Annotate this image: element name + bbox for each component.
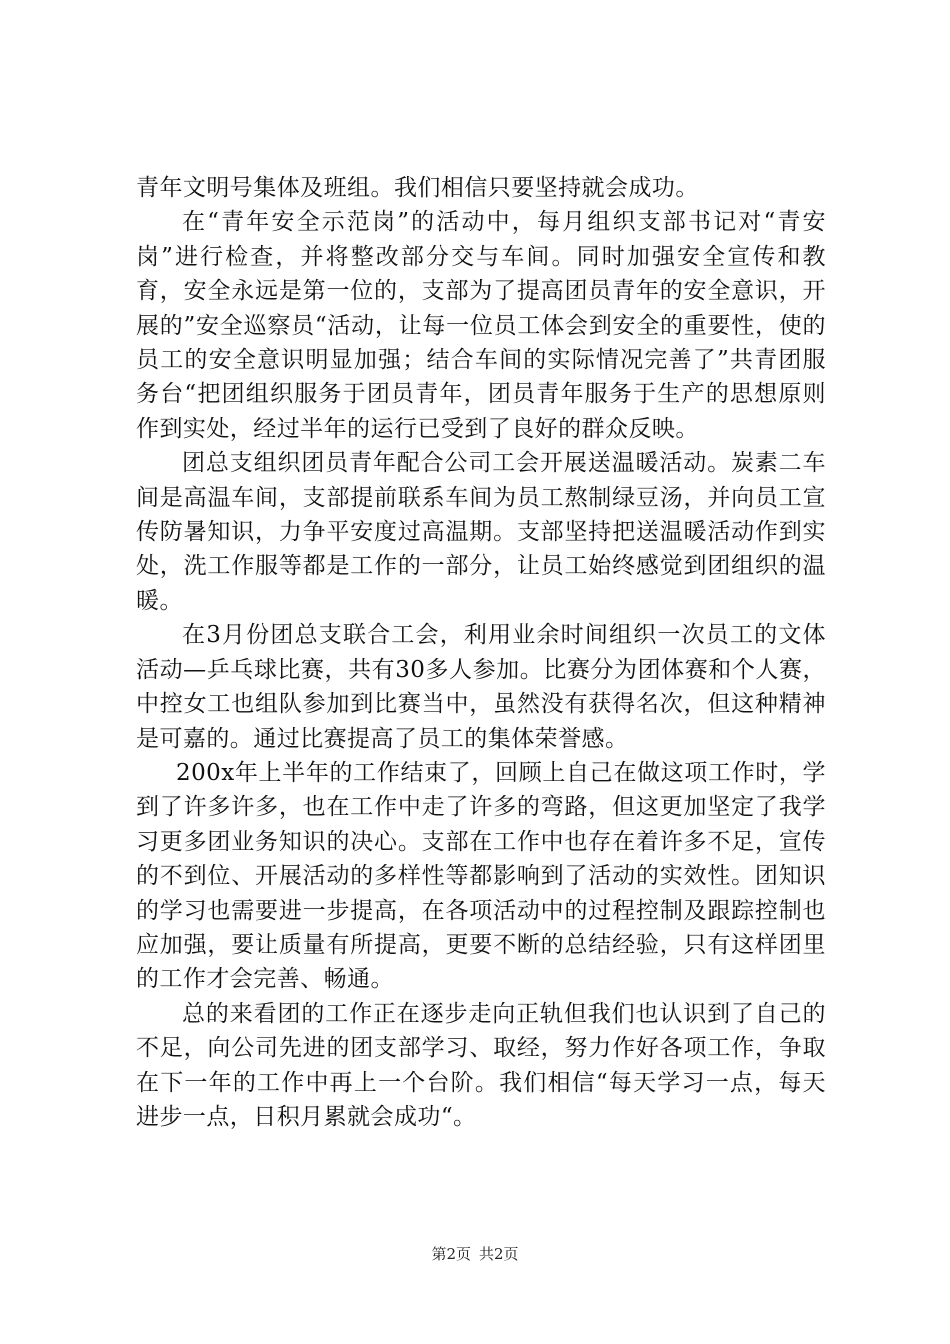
paragraph-5: 200x年上半年的工作结束了，回顾上自己在做这项工作时，学到了许多许多，也在工作中走了许多的弯路，但这更加坚定了我学习更多团业务知识的决心。支部在工作中也存在着许多不足，宣传的不到位、开展活动的多样性等都影响到了活动的实效性。团知识的学习也需要进一步提高，在各项活动中的过程控制及跟踪控制也应加强，要让质量有所提高，更要不断的总结经验，只有这样团里的工作才会完善、畅通。 (136, 759, 826, 993)
paragraph-1: 青年文明号集体及班组。我们相信只要坚持就会成功。 (136, 175, 699, 201)
page-footer (0, 1244, 950, 1264)
paragraph-2: 在“青年安全示范岗”的活动中，每月组织支部书记对“青安岗”进行检查，并将整改部分交与车间。同时加强安全宣传和教育，安全永远是第一位的，支部为了提高团员青年的安全意识，开展的”安全巡察员“活动，让每一位员工体会到安全的重要性，使的员工的安全意识明显加强；结合车间的实际情况完善了”共青团服务台“把团组织服务于团员青年，团员青年服务于生产的思想原则作到实处，经过半年的运行已受到了良好的群众反映。 (136, 209, 826, 442)
paragraph-6: 总的来看团的工作正在逐步走向正轨但我们也认识到了自己的不足，向公司先进的团支部学习、取经，努力作好各项工作，争取在下一年的工作中再上一个台阶。我们相信“每天学习一点，每天进步一点，日积月累就会成功“。 (136, 1000, 826, 1130)
page-number-current: 第2页 (431, 1245, 471, 1263)
page-number-total: 共2页 (479, 1245, 519, 1263)
paragraph-4: 在3月份团总支联合工会，利用业余时间组织一次员工的文体活动—乒乓球比赛，共有30多人参加。比赛分为团体赛和个人赛，中控女工也组队参加到比赛当中，虽然没有获得名次，但这种精神是可嘉的。通过比赛提高了员工的集体荣誉感。 (136, 622, 826, 752)
paragraph-3: 团总支组织团员青年配合公司工会开展送温暖活动。炭素二车间是高温车间，支部提前联系车间为员工熬制绿豆汤，并向员工宣传防暑知识，力争平安度过高温期。支部坚持把送温暖活动作到实处，洗工作服等都是工作的一部分，让员工始终感觉到团组织的温暖。 (136, 450, 826, 614)
document-body (136, 171, 826, 1134)
